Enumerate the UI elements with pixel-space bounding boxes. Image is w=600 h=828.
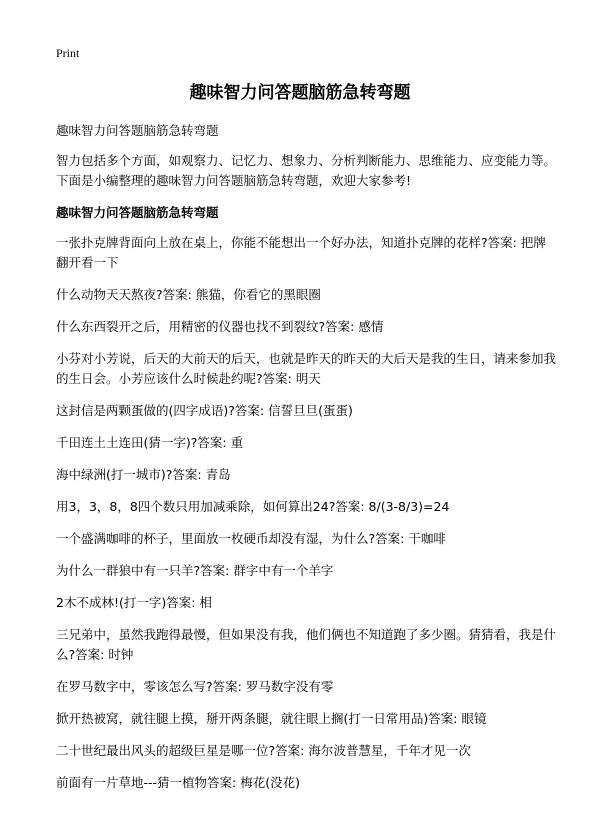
qa-item: 一张扑克牌背面向上放在桌上，你能不能想出一个好办法，知道扑克牌的花样?答案: 把牌翻开看一下 xyxy=(56,235,546,270)
intro-paragraph: 智力包括多个方面，如观察力、记忆力、想象力、分析判断能力、思维能力、应变能力等。下面是小编整理的趣味智力问答题脑筋急转弯题，欢迎大家参考! xyxy=(56,153,557,188)
qa-item: 二十世纪最出风头的超级巨星是哪一位?答案: 海尔波普慧星，千年才见一次 xyxy=(56,743,471,758)
print-link[interactable]: Print xyxy=(56,46,80,60)
qa-item: 前面有一片草地---猜一植物答案: 梅花(没花) xyxy=(56,775,300,790)
intro-title: 趣味智力问答题脑筋急转弯题 xyxy=(56,123,219,138)
qa-item: 在罗马数字中，零该怎么写?答案: 罗马数字没有零 xyxy=(56,679,334,694)
qa-item: 掀开热被窝，就往腿上摸，掰开两条腿，就往眼上搁(打一日常用品)答案: 眼镜 xyxy=(56,711,487,726)
article-body xyxy=(56,121,556,805)
qa-item: 一个盛满咖啡的杯子，里面放一枚硬币却没有湿，为什么?答案: 干咖啡 xyxy=(56,531,446,546)
qa-item: 小芬对小芳说，后天的大前天的后天，也就是昨天的昨天的大后天是我的生日，请来参加我的生日会。小芳应该什么时候赴约呢?答案: 明天 xyxy=(56,351,557,386)
qa-item: 这封信是两颗蛋做的(四字成语)?答案: 信誓旦旦(蛋蛋) xyxy=(56,403,353,418)
page-title: 趣味智力问答题脑筋急转弯题 xyxy=(189,83,411,103)
qa-item: 什么动物天天熬夜?答案: 熊猫，你看它的黑眼圈 xyxy=(56,287,321,302)
qa-item: 什么东西裂开之后，用精密的仪器也找不到裂纹?答案: 感情 xyxy=(56,319,384,334)
qa-item: 海中绿洲(打一城市)?答案: 青岛 xyxy=(56,467,231,482)
section-heading: 趣味智力问答题脑筋急转弯题 xyxy=(56,205,219,220)
qa-item: 三兄弟中，虽然我跑得最慢，但如果没有我，他们俩也不知道跑了多少圈。猜猜看，我是什么?答案: 时钟 xyxy=(56,627,557,662)
qa-item: 用3，3，8，8四个数只用加减乘除，如何算出24?答案: 8/(3-8/3)=24 xyxy=(56,499,450,514)
qa-item: 2木不成林!(打一字)答案: 相 xyxy=(56,595,212,610)
qa-item: 为什么一群狼中有一只羊?答案: 群字中有一个羊字 xyxy=(56,563,334,578)
qa-item: 千田连土土连田(猜一字)?答案: 重 xyxy=(56,435,244,450)
